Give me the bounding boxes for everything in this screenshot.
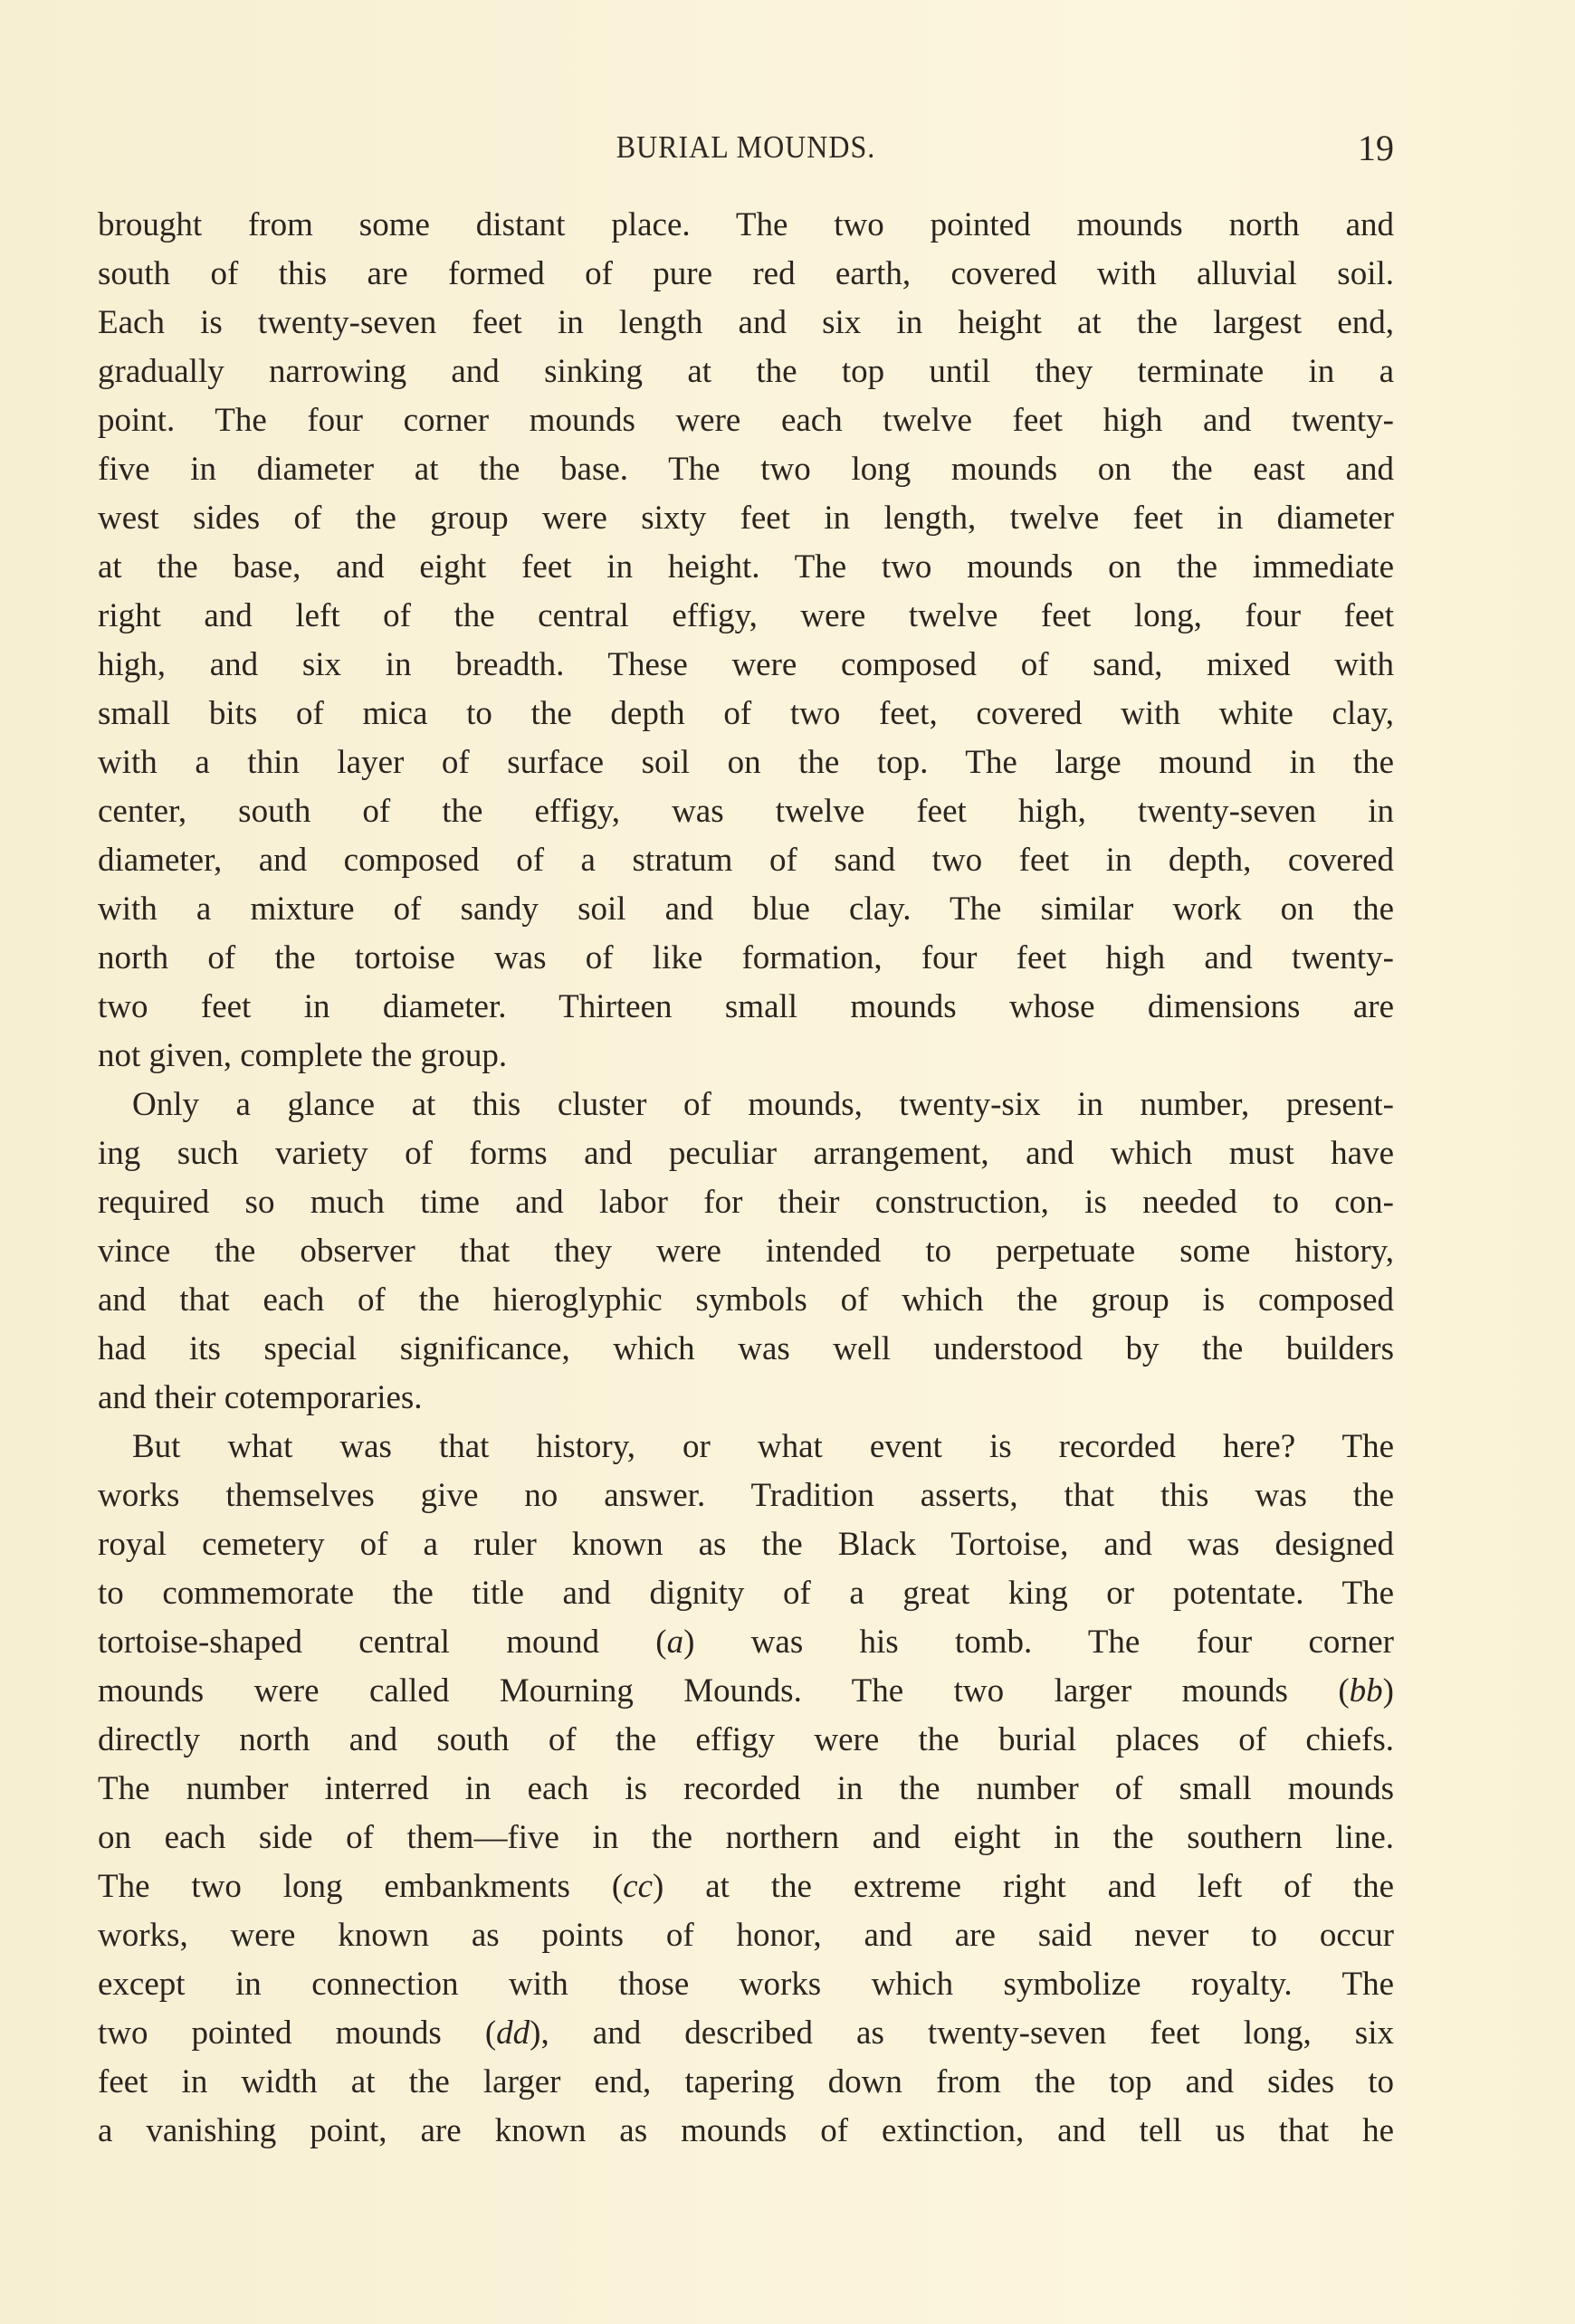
text-line: gradually narrowing and sinking at the top until they terminate in a (98, 353, 1394, 390)
text-line: vince the observer that they were intended to perpetuate some history, (98, 1233, 1394, 1270)
running-head (98, 127, 1394, 168)
text-line: tortoise-shaped central mound (a) was his tomb. The four corner (98, 1624, 1394, 1661)
text-line: directly north and south of the effigy were the burial places of chiefs. (98, 1721, 1394, 1758)
text-line: north of the tortoise was of like formation, four feet high and twenty- (98, 939, 1394, 976)
text-line: But what was that history, or what event is recorded here? The (132, 1428, 1394, 1465)
text-line: two feet in diameter. Thirteen small mounds whose dimensions are (98, 988, 1394, 1025)
figure-reference-letter: cc (623, 1868, 653, 1905)
figure-reference-letter: dd (496, 2014, 530, 2052)
text-line: five in diameter at the base. The two long mounds on the east and (98, 451, 1394, 488)
text-line: had its special significance, which was well understood by the builders (98, 1330, 1394, 1367)
text-line: and that each of the hieroglyphic symbols of which the group is composed (98, 1281, 1394, 1319)
text-line: works, were known as points of honor, and are said never to occur (98, 1917, 1394, 1954)
text-line: center, south of the effigy, was twelve feet high, twenty-seven in (98, 793, 1394, 830)
text-line: on each side of them—five in the northern and eight in the southern line. (98, 1819, 1394, 1856)
text-line: at the base, and eight feet in height. The two mounds on the immediate (98, 548, 1394, 586)
text-line: The two long embankments (cc) at the extreme right and left of the (98, 1868, 1394, 1905)
page-number: 19 (1358, 128, 1394, 168)
text-line: west sides of the group were sixty feet in length, twelve feet in diameter (98, 500, 1394, 537)
text-line: Each is twenty-seven feet in length and six in height at the largest end, (98, 304, 1394, 341)
text-line: a vanishing point, are known as mounds of extinction, and tell us that he (98, 2112, 1394, 2149)
text-line: and their cotemporaries. (98, 1379, 423, 1416)
paragraph (98, 1423, 1394, 2156)
text-line: The number interred in each is recorded in the number of small mounds (98, 1770, 1394, 1807)
figure-reference-letter: bb (1349, 1672, 1383, 1710)
text-line: Only a glance at this cluster of mounds, twenty-six in number, present- (132, 1086, 1394, 1123)
text-line: ing such variety of forms and peculiar arrangement, and which must have (98, 1135, 1394, 1172)
text-line: diameter, and composed of a stratum of sand two feet in depth, covered (98, 842, 1394, 879)
text-line: feet in width at the larger end, tapering down from the top and sides to (98, 2063, 1394, 2100)
text-line: required so much time and labor for their construction, is needed to con- (98, 1184, 1394, 1221)
paragraph (98, 201, 1394, 1081)
text-line: brought from some distant place. The two pointed mounds north and (98, 206, 1394, 243)
figure-reference-letter: a (666, 1624, 684, 1661)
running-title: BURIAL MOUNDS. (616, 129, 876, 165)
text-line: royal cemetery of a ruler known as the Black Tortoise, and was designed (98, 1526, 1394, 1563)
text-line: works themselves give no answer. Tradition asserts, that this was the (98, 1477, 1394, 1514)
text-line: with a mixture of sandy soil and blue clay. The similar work on the (98, 891, 1394, 928)
text-line: two pointed mounds (dd), and described as twenty-seven feet long, six (98, 2014, 1394, 2052)
paragraph (98, 1081, 1394, 1423)
text-line: to commemorate the title and dignity of a great king or potentate. The (98, 1575, 1394, 1612)
text-line: except in connection with those works which symbolize royalty. The (98, 1966, 1394, 2003)
text-line: not given, complete the group. (98, 1037, 508, 1074)
body-text (98, 201, 1394, 2156)
text-line: with a thin layer of surface soil on the top. The large mound in the (98, 744, 1394, 781)
text-line: high, and six in breadth. These were composed of sand, mixed with (98, 646, 1394, 683)
text-line: mounds were called Mourning Mounds. The two larger mounds (bb) (98, 1672, 1394, 1710)
text-line: south of this are formed of pure red earth, covered with alluvial soil. (98, 255, 1394, 292)
text-line: small bits of mica to the depth of two feet, covered with white clay, (98, 695, 1394, 732)
text-line: point. The four corner mounds were each twelve feet high and twenty- (98, 402, 1394, 439)
text-line: right and left of the central effigy, were twelve feet long, four feet (98, 597, 1394, 634)
